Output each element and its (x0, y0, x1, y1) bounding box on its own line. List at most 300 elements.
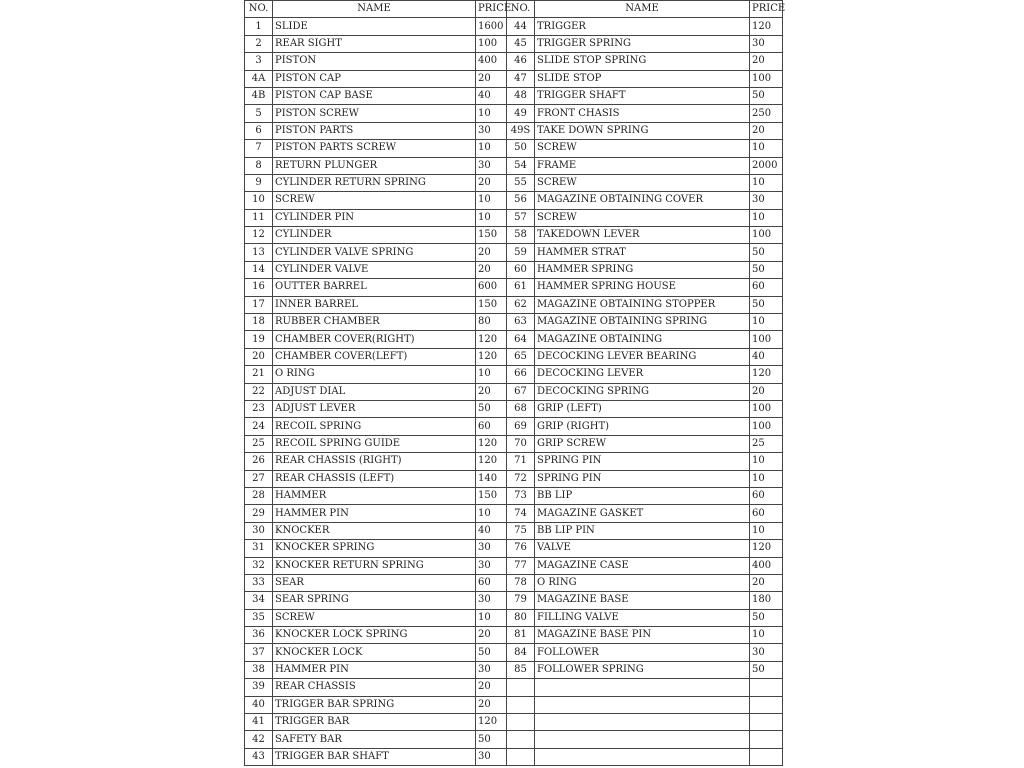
table-row (245, 731, 783, 748)
part-no-cell: 11 (245, 209, 273, 226)
part-price-cell: 120 (476, 331, 507, 348)
part-no-cell: 75 (507, 522, 535, 539)
part-no-cell: 78 (507, 574, 535, 591)
table-row (245, 714, 783, 731)
part-no-cell: 4A (245, 70, 273, 87)
part-name-cell: PISTON CAP BASE (273, 87, 476, 104)
part-name-cell (535, 679, 750, 696)
part-price-cell: 30 (750, 644, 783, 661)
part-price-cell: 80 (476, 314, 507, 331)
part-name-cell: FRONT CHASIS (535, 105, 750, 122)
part-name-cell: BB LIP (535, 487, 750, 504)
part-name-cell: MAGAZINE OBTAINING COVER (535, 192, 750, 209)
part-name-cell: MAGAZINE BASE (535, 592, 750, 609)
table-row (245, 35, 783, 52)
header-name-left: NAME (273, 1, 476, 18)
part-price-cell: 100 (750, 418, 783, 435)
part-price-cell: 20 (750, 122, 783, 139)
part-price-cell: 600 (476, 279, 507, 296)
part-price-cell: 10 (476, 366, 507, 383)
table-row (245, 592, 783, 609)
part-name-cell: FOLLOWER SPRING (535, 661, 750, 678)
part-price-cell: 180 (750, 592, 783, 609)
part-no-cell: 24 (245, 418, 273, 435)
part-name-cell: VALVE (535, 540, 750, 557)
part-name-cell: SCREW (273, 609, 476, 626)
part-price-cell: 25 (750, 435, 783, 452)
part-price-cell: 400 (476, 53, 507, 70)
part-price-cell: 100 (750, 227, 783, 244)
part-name-cell: CYLINDER PIN (273, 209, 476, 226)
table-row (245, 279, 783, 296)
part-no-cell: 61 (507, 279, 535, 296)
part-no-cell: 39 (245, 679, 273, 696)
table-row (245, 157, 783, 174)
table-row (245, 487, 783, 504)
part-name-cell: REAR CHASSIS (LEFT) (273, 470, 476, 487)
part-name-cell: PISTON SCREW (273, 105, 476, 122)
part-price-cell: 40 (476, 522, 507, 539)
part-no-cell: 18 (245, 314, 273, 331)
part-name-cell: PISTON (273, 53, 476, 70)
part-price-cell: 20 (476, 70, 507, 87)
part-name-cell: O RING (273, 366, 476, 383)
part-name-cell: TRIGGER BAR SHAFT (273, 748, 476, 765)
table-row (245, 418, 783, 435)
table-row (245, 174, 783, 191)
part-price-cell: 20 (750, 574, 783, 591)
part-no-cell: 48 (507, 87, 535, 104)
table-row (245, 661, 783, 678)
part-no-cell: 8 (245, 157, 273, 174)
part-price-cell: 40 (750, 348, 783, 365)
part-name-cell: SLIDE (273, 18, 476, 35)
part-no-cell: 68 (507, 400, 535, 417)
part-name-cell: DECOCKING SPRING (535, 383, 750, 400)
header-price-right: PRICE (750, 1, 783, 18)
part-no-cell: 73 (507, 487, 535, 504)
part-price-cell: 100 (476, 35, 507, 52)
part-no-cell: 3 (245, 53, 273, 70)
part-price-cell: 50 (750, 296, 783, 313)
part-price-cell: 20 (476, 383, 507, 400)
part-no-cell: 21 (245, 366, 273, 383)
part-price-cell (750, 696, 783, 713)
part-name-cell: HAMMER SPRING (535, 261, 750, 278)
part-price-cell (750, 714, 783, 731)
part-price-cell: 50 (750, 87, 783, 104)
part-name-cell: TRIGGER BAR SPRING (273, 696, 476, 713)
part-no-cell (507, 679, 535, 696)
table-row (245, 540, 783, 557)
part-name-cell: FRAME (535, 157, 750, 174)
table-row (245, 140, 783, 157)
part-price-cell: 30 (476, 592, 507, 609)
part-name-cell (535, 731, 750, 748)
part-price-cell (750, 748, 783, 765)
part-no-cell: 2 (245, 35, 273, 52)
parts-table-body (245, 18, 783, 766)
part-price-cell: 10 (750, 627, 783, 644)
part-no-cell: 19 (245, 331, 273, 348)
part-no-cell: 16 (245, 279, 273, 296)
part-price-cell: 30 (476, 122, 507, 139)
part-no-cell: 77 (507, 557, 535, 574)
part-price-cell: 10 (750, 209, 783, 226)
part-price-cell: 150 (476, 227, 507, 244)
part-price-cell: 250 (750, 105, 783, 122)
table-row (245, 348, 783, 365)
part-price-cell: 20 (476, 696, 507, 713)
part-price-cell: 10 (476, 105, 507, 122)
part-no-cell: 64 (507, 331, 535, 348)
part-price-cell: 10 (476, 209, 507, 226)
part-name-cell: SLIDE STOP SPRING (535, 53, 750, 70)
part-no-cell: 40 (245, 696, 273, 713)
part-no-cell: 59 (507, 244, 535, 261)
part-no-cell: 70 (507, 435, 535, 452)
part-price-cell: 10 (750, 174, 783, 191)
part-no-cell: 54 (507, 157, 535, 174)
part-price-cell: 10 (750, 470, 783, 487)
part-name-cell: SPRING PIN (535, 470, 750, 487)
part-no-cell: 45 (507, 35, 535, 52)
part-name-cell: O RING (535, 574, 750, 591)
part-name-cell: CYLINDER VALVE (273, 261, 476, 278)
part-no-cell: 81 (507, 627, 535, 644)
part-name-cell: CYLINDER RETURN SPRING (273, 174, 476, 191)
part-no-cell: 30 (245, 522, 273, 539)
part-no-cell: 80 (507, 609, 535, 626)
table-row (245, 244, 783, 261)
part-name-cell: INNER BARREL (273, 296, 476, 313)
part-name-cell: PISTON PARTS SCREW (273, 140, 476, 157)
table-row (245, 453, 783, 470)
part-no-cell: 65 (507, 348, 535, 365)
part-price-cell: 50 (750, 261, 783, 278)
part-no-cell: 74 (507, 505, 535, 522)
part-name-cell: HAMMER (273, 487, 476, 504)
table-row (245, 192, 783, 209)
part-price-cell: 20 (476, 261, 507, 278)
part-no-cell: 58 (507, 227, 535, 244)
part-name-cell: HAMMER SPRING HOUSE (535, 279, 750, 296)
part-name-cell: GRIP SCREW (535, 435, 750, 452)
part-name-cell: DECOCKING LEVER BEARING (535, 348, 750, 365)
part-name-cell: CYLINDER (273, 227, 476, 244)
part-name-cell: SCREW (535, 140, 750, 157)
part-name-cell: GRIP (RIGHT) (535, 418, 750, 435)
part-no-cell: 42 (245, 731, 273, 748)
part-price-cell: 120 (750, 18, 783, 35)
part-price-cell: 60 (750, 279, 783, 296)
part-name-cell: SEAR (273, 574, 476, 591)
part-no-cell: 32 (245, 557, 273, 574)
part-price-cell: 60 (476, 418, 507, 435)
part-name-cell: HAMMER STRAT (535, 244, 750, 261)
table-row (245, 87, 783, 104)
part-name-cell: SEAR SPRING (273, 592, 476, 609)
part-no-cell: 12 (245, 227, 273, 244)
part-price-cell: 60 (476, 574, 507, 591)
table-row (245, 209, 783, 226)
part-no-cell: 17 (245, 296, 273, 313)
part-no-cell: 55 (507, 174, 535, 191)
table-row (245, 331, 783, 348)
part-price-cell (750, 731, 783, 748)
part-name-cell: KNOCKER (273, 522, 476, 539)
part-name-cell: SCREW (273, 192, 476, 209)
part-price-cell: 30 (476, 557, 507, 574)
part-name-cell: REAR CHASSIS (273, 679, 476, 696)
part-name-cell: SCREW (535, 174, 750, 191)
table-row (245, 366, 783, 383)
table-row (245, 122, 783, 139)
part-no-cell: 60 (507, 261, 535, 278)
part-name-cell: TRIGGER BAR (273, 714, 476, 731)
part-no-cell: 22 (245, 383, 273, 400)
part-no-cell: 26 (245, 453, 273, 470)
part-price-cell: 50 (750, 609, 783, 626)
part-no-cell: 9 (245, 174, 273, 191)
table-row (245, 627, 783, 644)
part-name-cell: GRIP (LEFT) (535, 400, 750, 417)
part-name-cell: KNOCKER LOCK SPRING (273, 627, 476, 644)
part-price-cell: 10 (476, 192, 507, 209)
part-no-cell: 79 (507, 592, 535, 609)
part-no-cell: 35 (245, 609, 273, 626)
part-name-cell: TAKE DOWN SPRING (535, 122, 750, 139)
part-name-cell: KNOCKER RETURN SPRING (273, 557, 476, 574)
part-price-cell: 30 (476, 748, 507, 765)
part-price-cell: 60 (750, 505, 783, 522)
part-name-cell: TRIGGER SHAFT (535, 87, 750, 104)
part-name-cell: BB LIP PIN (535, 522, 750, 539)
table-row (245, 470, 783, 487)
part-no-cell: 6 (245, 122, 273, 139)
part-no-cell: 10 (245, 192, 273, 209)
part-price-cell: 50 (750, 661, 783, 678)
part-name-cell: MAGAZINE CASE (535, 557, 750, 574)
table-row (245, 314, 783, 331)
table-row (245, 18, 783, 35)
part-name-cell: MAGAZINE OBTAINING SPRING (535, 314, 750, 331)
part-price-cell: 140 (476, 470, 507, 487)
part-no-cell: 20 (245, 348, 273, 365)
part-name-cell: PISTON PARTS (273, 122, 476, 139)
part-price-cell: 10 (750, 314, 783, 331)
part-price-cell: 30 (476, 540, 507, 557)
part-no-cell (507, 696, 535, 713)
part-name-cell: TAKEDOWN LEVER (535, 227, 750, 244)
part-price-cell: 120 (476, 453, 507, 470)
part-no-cell: 49 (507, 105, 535, 122)
table-row (245, 644, 783, 661)
part-name-cell: MAGAZINE OBTAINING (535, 331, 750, 348)
part-no-cell: 7 (245, 140, 273, 157)
part-name-cell: TRIGGER (535, 18, 750, 35)
part-no-cell: 41 (245, 714, 273, 731)
part-price-cell: 150 (476, 296, 507, 313)
part-no-cell: 27 (245, 470, 273, 487)
part-price-cell: 30 (476, 157, 507, 174)
part-no-cell: 4B (245, 87, 273, 104)
table-row (245, 574, 783, 591)
part-price-cell: 100 (750, 70, 783, 87)
part-no-cell: 13 (245, 244, 273, 261)
part-no-cell: 1 (245, 18, 273, 35)
part-no-cell: 36 (245, 627, 273, 644)
part-price-cell: 20 (476, 679, 507, 696)
part-name-cell: FILLING VALVE (535, 609, 750, 626)
header-name-right: NAME (535, 1, 750, 18)
part-no-cell: 44 (507, 18, 535, 35)
part-name-cell: ADJUST DIAL (273, 383, 476, 400)
part-no-cell (507, 731, 535, 748)
part-price-cell: 50 (476, 400, 507, 417)
part-no-cell: 72 (507, 470, 535, 487)
part-no-cell: 84 (507, 644, 535, 661)
part-name-cell: HAMMER PIN (273, 661, 476, 678)
part-name-cell: RECOIL SPRING (273, 418, 476, 435)
part-price-cell: 120 (750, 540, 783, 557)
part-no-cell: 49S (507, 122, 535, 139)
part-price-cell: 10 (750, 453, 783, 470)
part-price-cell: 40 (476, 87, 507, 104)
part-name-cell: MAGAZINE OBTAINING STOPPER (535, 296, 750, 313)
part-name-cell: RETURN PLUNGER (273, 157, 476, 174)
part-no-cell: 29 (245, 505, 273, 522)
part-no-cell: 23 (245, 400, 273, 417)
header-price-left: PRICE (476, 1, 507, 18)
part-no-cell: 63 (507, 314, 535, 331)
part-name-cell: FOLLOWER (535, 644, 750, 661)
part-price-cell: 20 (476, 244, 507, 261)
part-name-cell: SCREW (535, 209, 750, 226)
part-no-cell: 46 (507, 53, 535, 70)
part-no-cell: 76 (507, 540, 535, 557)
part-no-cell: 67 (507, 383, 535, 400)
part-name-cell: HAMMER PIN (273, 505, 476, 522)
part-price-cell: 30 (750, 35, 783, 52)
table-row (245, 400, 783, 417)
part-price-cell: 50 (750, 244, 783, 261)
table-row (245, 105, 783, 122)
part-price-cell: 30 (476, 661, 507, 678)
part-price-cell: 20 (750, 53, 783, 70)
part-name-cell: SPRING PIN (535, 453, 750, 470)
part-no-cell: 47 (507, 70, 535, 87)
parts-price-table (244, 0, 786, 766)
part-no-cell: 66 (507, 366, 535, 383)
part-price-cell: 150 (476, 487, 507, 504)
part-no-cell: 28 (245, 487, 273, 504)
part-name-cell: REAR CHASSIS (RIGHT) (273, 453, 476, 470)
part-name-cell: CHAMBER COVER(LEFT) (273, 348, 476, 365)
part-name-cell: CYLINDER VALVE SPRING (273, 244, 476, 261)
part-name-cell: RECOIL SPRING GUIDE (273, 435, 476, 452)
part-no-cell: 31 (245, 540, 273, 557)
part-no-cell: 62 (507, 296, 535, 313)
part-price-cell: 10 (476, 505, 507, 522)
part-name-cell: RUBBER CHAMBER (273, 314, 476, 331)
part-no-cell: 14 (245, 261, 273, 278)
part-no-cell: 71 (507, 453, 535, 470)
part-name-cell: ADJUST LEVER (273, 400, 476, 417)
table-row (245, 296, 783, 313)
part-price-cell: 10 (750, 140, 783, 157)
part-price-cell: 400 (750, 557, 783, 574)
table-row (245, 696, 783, 713)
header-no-left: NO. (245, 1, 273, 18)
table-row (245, 227, 783, 244)
table-row (245, 53, 783, 70)
part-name-cell: SAFETY BAR (273, 731, 476, 748)
part-price-cell: 120 (750, 366, 783, 383)
part-price-cell: 60 (750, 487, 783, 504)
table-row (245, 505, 783, 522)
part-no-cell: 56 (507, 192, 535, 209)
part-no-cell (507, 714, 535, 731)
part-name-cell: KNOCKER LOCK (273, 644, 476, 661)
part-name-cell: DECOCKING LEVER (535, 366, 750, 383)
table-row (245, 70, 783, 87)
part-no-cell: 5 (245, 105, 273, 122)
part-price-cell: 10 (476, 609, 507, 626)
part-name-cell (535, 696, 750, 713)
table-row (245, 679, 783, 696)
part-no-cell (507, 748, 535, 765)
part-name-cell (535, 714, 750, 731)
part-price-cell: 100 (750, 400, 783, 417)
table-row (245, 435, 783, 452)
part-price-cell: 100 (750, 331, 783, 348)
part-no-cell: 34 (245, 592, 273, 609)
part-price-cell: 10 (750, 522, 783, 539)
part-no-cell: 38 (245, 661, 273, 678)
part-price-cell: 120 (476, 435, 507, 452)
part-name-cell: REAR SIGHT (273, 35, 476, 52)
table-row (245, 261, 783, 278)
part-name-cell: SLIDE STOP (535, 70, 750, 87)
part-price-cell: 50 (476, 731, 507, 748)
table-row (245, 557, 783, 574)
part-price-cell: 120 (476, 348, 507, 365)
table-row (245, 609, 783, 626)
part-price-cell: 120 (476, 714, 507, 731)
header-no-right: NO. (507, 1, 535, 18)
part-no-cell: 25 (245, 435, 273, 452)
part-name-cell: OUTTER BARREL (273, 279, 476, 296)
part-name-cell: MAGAZINE BASE PIN (535, 627, 750, 644)
part-name-cell (535, 748, 750, 765)
part-no-cell: 57 (507, 209, 535, 226)
part-no-cell: 85 (507, 661, 535, 678)
part-price-cell: 10 (476, 140, 507, 157)
part-price-cell: 1600 (476, 18, 507, 35)
part-price-cell: 30 (750, 192, 783, 209)
header-row (245, 1, 783, 18)
part-name-cell: PISTON CAP (273, 70, 476, 87)
table-row (245, 522, 783, 539)
part-price-cell: 20 (476, 627, 507, 644)
part-no-cell: 43 (245, 748, 273, 765)
part-name-cell: TRIGGER SPRING (535, 35, 750, 52)
part-no-cell: 69 (507, 418, 535, 435)
part-name-cell: KNOCKER SPRING (273, 540, 476, 557)
part-price-cell: 2000 (750, 157, 783, 174)
part-no-cell: 50 (507, 140, 535, 157)
